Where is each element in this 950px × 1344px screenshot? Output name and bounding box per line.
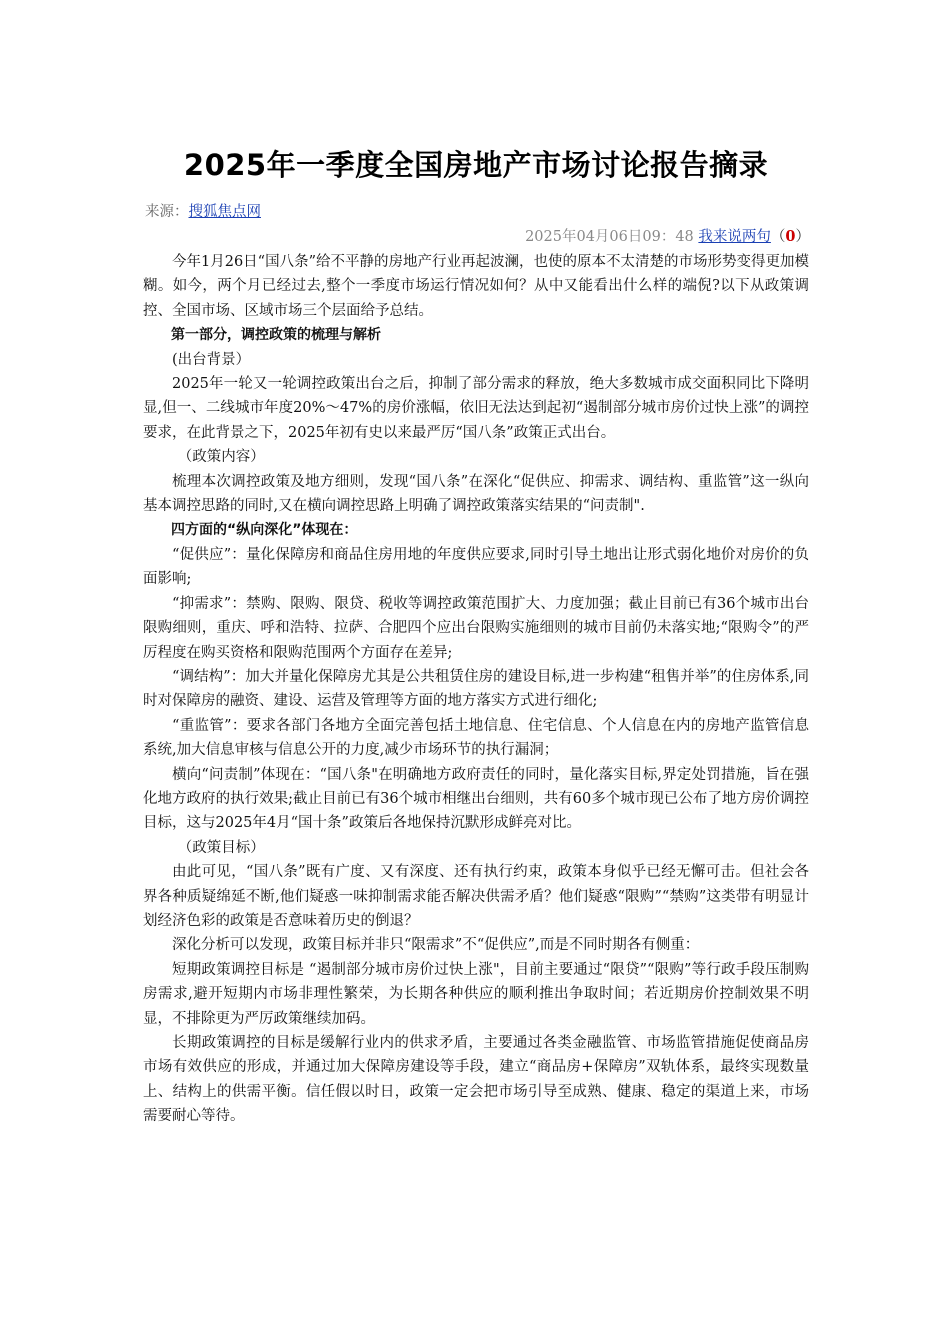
comment-link[interactable]: 我来说两句 xyxy=(698,229,771,245)
paragraph: 深化分析可以发现，政策目标并非只“限需求”不“促供应”,而是不同时期各有侧重： xyxy=(172,937,700,954)
article-meta xyxy=(525,226,810,248)
paragraph: “抑需求”：禁购、限购、限贷、税收等调控政策范围扩大、力度加强；截止目前已有36个城市出台限购细则，重庆、呼和浩特、拉萨、合肥四个应出台限购实施细则的城市目前仍未落实地;“限购令”的严厉程度在购买资格和限购范围两个方面存在差异; xyxy=(143,595,809,661)
paragraph: (出台背景） xyxy=(172,351,251,368)
paragraph: 由此可见，“国八条”既有广度、又有深度、还有执行约束，政策本身似乎已经无懈可击。但社会各界各种质疑绵延不断,他们疑惑一味抑制需求能否解决供需矛盾？他们疑惑“限购”“禁购”这类带有明显计划经济色彩的政策是否意味着历史的倒退？ xyxy=(143,864,809,929)
comment-count: 0 xyxy=(785,228,796,245)
publish-datetime: 2025年04月06日09：48 xyxy=(525,229,694,245)
paragraph: 2025年一轮又一轮调控政策出台之后，抑制了部分需求的释放，绝大多数城市成交面积同比下降明显,但一、二线城市年度20%～47%的房价涨幅，依旧无法达到起初“遏制部分城市房价过快上涨”的调控要求，在此背景之下，2025年初有史以来最严厉“国八条”政策正式出台。 xyxy=(143,376,809,441)
paragraph: （政策目标） xyxy=(177,839,265,856)
paragraph: 横向“问责制”体现在：“国八条"在明确地方政府责任的同时，量化落实目标,界定处罚措施，旨在强化地方政府的执行效果;截止目前已有36个城市相继出台细则，共有60多个城市现已公布了地方房价调控目标，这与2025年4月“国十条”政策后各地保持沉默形成鲜亮对比。 xyxy=(143,766,809,832)
article-title: 2025年一季度全国房地产市场讨论报告摘录 xyxy=(183,148,769,182)
comment-close-paren: ） xyxy=(795,229,810,245)
paragraph: 今年1月26日“国八条”给不平静的房地产行业再起波澜，也使的原本不太清楚的市场形势变得更加模糊。如今，两个月已经过去,整个一季度市场运行情况如何？从中又能看出什么样的端倪?以下从政策调控、全国市场、区域市场三个层面给予总结。 xyxy=(143,254,809,319)
paragraph: 短期政策调控目标是 “遏制部分城市房价过快上涨"，目前主要通过“限贷”“限购”等行政手段压制购房需求,避开短期内市场非理性繁荣，为长期各种供应的顺利推出争取时间；若近期房价控制效果不明显，不排除更为严厉政策继续加码。 xyxy=(143,961,809,1027)
source-link[interactable]: 搜狐焦点网 xyxy=(188,204,261,220)
source-label: 来源： xyxy=(145,204,189,220)
subsection-heading: 四方面的“纵向深化”体现在： xyxy=(171,522,358,539)
article-source xyxy=(145,201,261,223)
paragraph: “调结构”：加大并量化保障房尤其是公共租赁住房的建设目标,进一步构建“租售并举”的住房体系,同时对保障房的融资、建设、运营及管理等方面的地方落实方式进行细化; xyxy=(143,668,809,710)
paragraph: 梳理本次调控政策及地方细则，发现“国八条”在深化“促供应、抑需求、调结构、重监管”这一纵向基本调控思路的同时,又在横向调控思路上明确了调控政策落实结果的“问责制". xyxy=(143,473,809,515)
paragraph: “促供应”：量化保障房和商品住房用地的年度供应要求,同时引导土地出让形式弱化地价对房价的负面影响; xyxy=(143,546,809,588)
comment-open-paren: （ xyxy=(770,229,786,245)
paragraph: “重监管”：要求各部门各地方全面完善包括土地信息、住宅信息、个人信息在内的房地产监管信息系统,加大信息审核与信息公开的力度,减少市场环节的执行漏洞； xyxy=(143,717,809,759)
paragraph: 长期政策调控的目标是缓解行业内的供求矛盾，主要通过各类金融监管、市场监管措施促使商品房市场有效供应的形成，并通过加大保障房建设等手段，建立“商品房+保障房”双轨体系，最终实现数量上、结构上的供需平衡。信任假以时日，政策一定会把市场引导至成熟、健康、稳定的渠道上来，市场需要耐心等待。 xyxy=(143,1035,809,1125)
article-body xyxy=(143,250,809,1129)
section-heading: 第一部分，调控政策的梳理与解析 xyxy=(171,327,381,344)
paragraph: （政策内容） xyxy=(177,449,265,466)
